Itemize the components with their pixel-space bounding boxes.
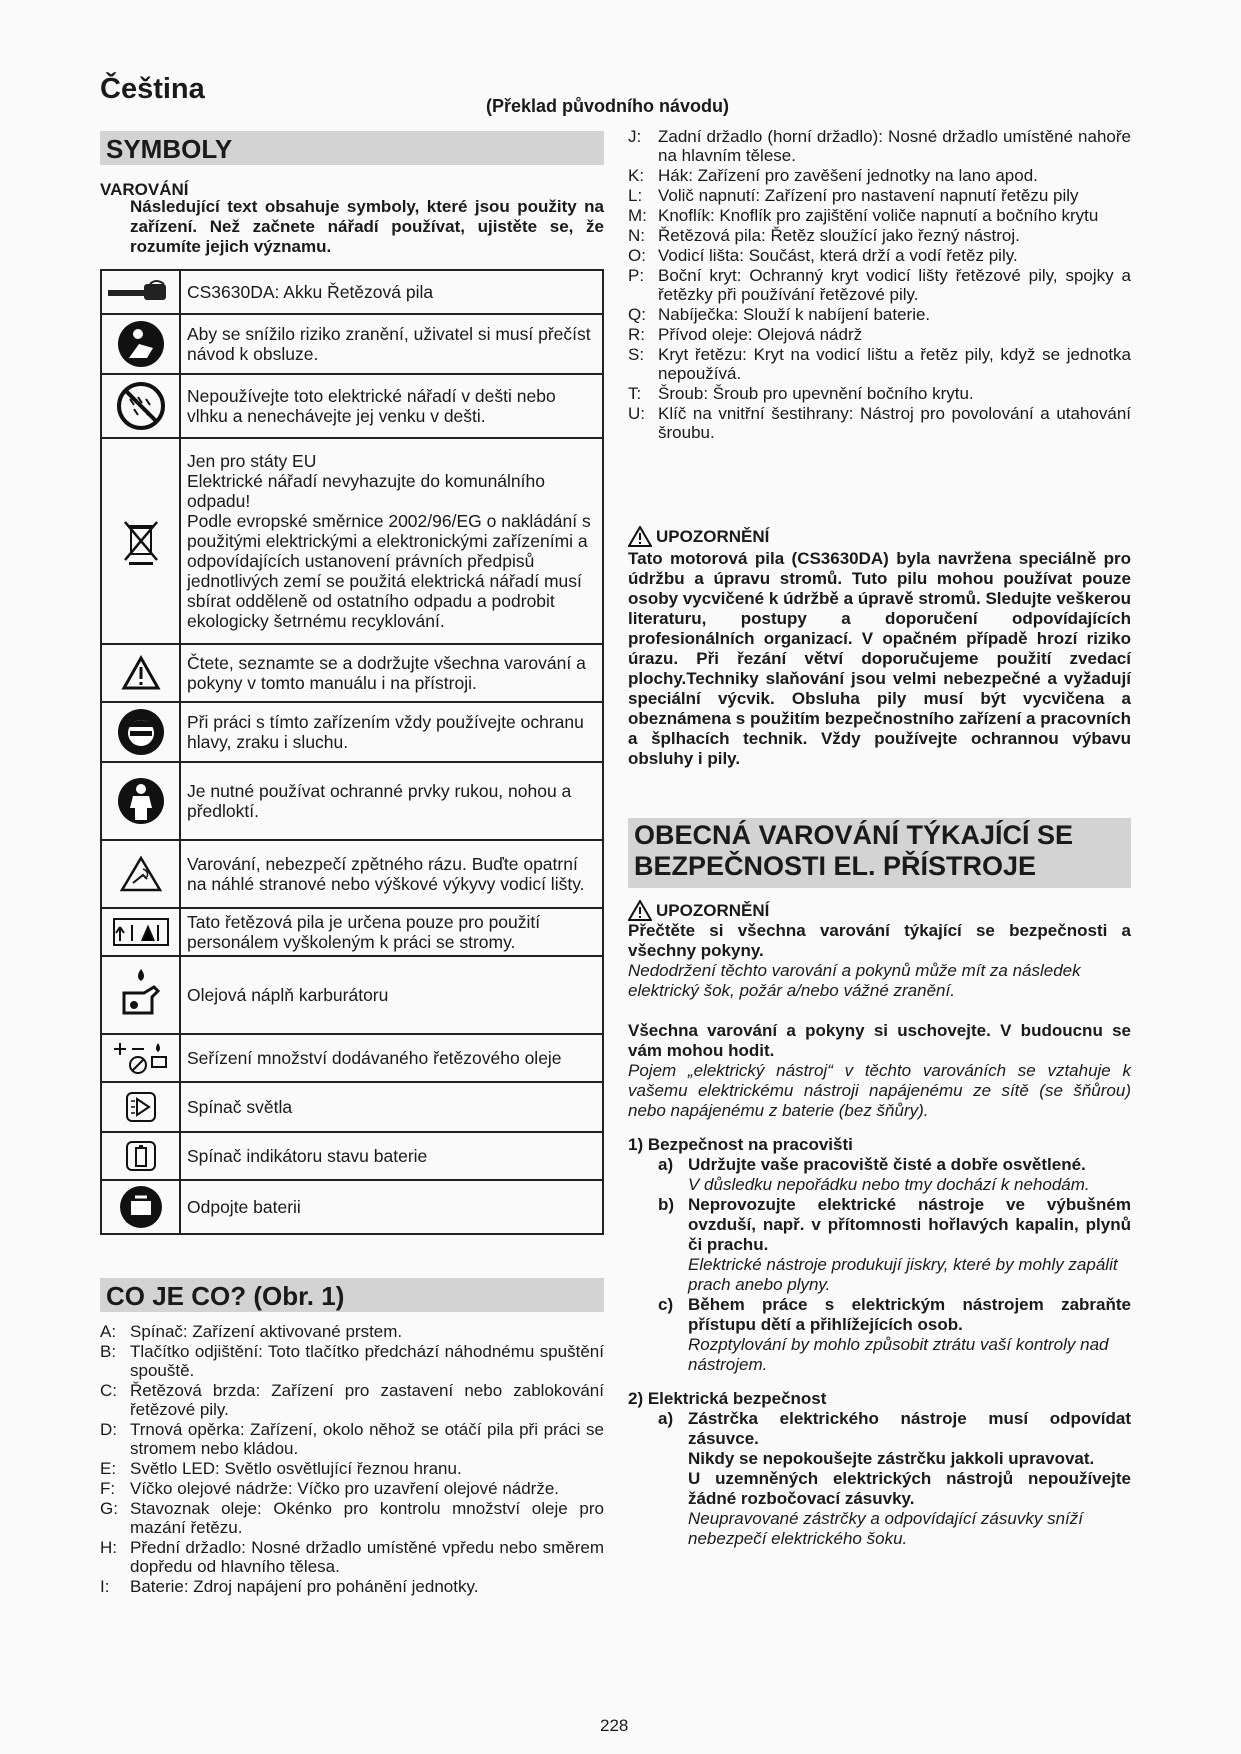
list-item: P: Boční kryt: Ochranný kryt vodicí lišty řetězové pily, spojky a řetězky při používání řetězové pily. [628, 266, 1131, 304]
list-item: L: Volič napnutí: Zařízení pro nastavení napnutí řetězu pily [628, 186, 1079, 205]
symbol-text: Seřízení množství dodávaného řetězového oleje [180, 1034, 603, 1082]
list-item: C: Řetězová brzda: Zařízení pro zastavení nebo zablokování řetězové pily. [100, 1381, 604, 1419]
weee-bin-icon [101, 438, 180, 644]
symbol-text: Nepoužívejte toto elektrické nářadí v dešti nebo vlhku a nenechávejte jej venku v dešti. [180, 374, 603, 438]
symbols-warning-text: Následující text obsahuje symboly, které jsou použity na zařízení. Než začnete nářadí používat, ujistěte se, že rozumíte jejich významu. [130, 197, 604, 256]
head-protection-icon [101, 702, 180, 762]
page-number: 228 [600, 1716, 629, 1735]
list-item: S: Kryt řetězu: Kryt na vodicí lištu a řetěz pily, když se jednotka nepoužívá. [628, 345, 1131, 383]
warn-consequence: Nedodržení těchto varování a pokynů může mít za následek elektrický šok, požár a/nebo vážné zranění. [628, 961, 1081, 1000]
list-item: R: Přívod oleje: Olejová nádrž [628, 325, 863, 344]
warning-triangle-icon [628, 526, 652, 547]
keep-warnings: Všechna varování a pokyny si uschovejte. V budoucnu se vám mohou hodit. [628, 1021, 1131, 1060]
list-item: N: Řetězová pila: Řetěz sloužící jako řezný nástroj. [628, 226, 1020, 245]
list-item: E: Světlo LED: Světlo osvětlující řeznou hranu. [100, 1459, 462, 1478]
list-item: O: Vodicí lišta: Součást, která drží a vodí řetěz pily. [628, 246, 1018, 265]
whats-what-heading: CO JE CO? (Obr. 1) [100, 1278, 604, 1312]
warning-triangle-icon [628, 900, 652, 921]
symbols-heading: SYMBOLY [100, 131, 604, 165]
protective-gear-icon [101, 762, 180, 840]
symbol-text: Při práci s tímto zařízením vždy používejte ochranu hlavy, zraku i sluchu. [180, 702, 603, 762]
light-switch-icon [101, 1082, 180, 1132]
list-item: F: Víčko olejové nádrže: Víčko pro uzavření olejové nádrže. [100, 1479, 560, 1498]
parts-list-right [628, 127, 1131, 442]
read-all-warnings: Přečtěte si všechna varování týkající se bezpečnosti a všechny pokyny. [628, 921, 1131, 960]
list-item: B: Tlačítko odjištění: Toto tlačítko předchází náhodnému spuštění spouště. [100, 1342, 604, 1380]
arborist-warning [628, 526, 1131, 769]
section-work-area: 1) Bezpečnost na pracovišti [628, 1135, 853, 1154]
general-warnings-body [628, 900, 1131, 1549]
symbol-text: Spínač světla [180, 1082, 603, 1132]
symbol-text: Je nutné používat ochranné prvky rukou, nohou a předloktí. [180, 762, 603, 840]
symbol-text: Odpojte baterii [180, 1180, 603, 1234]
battery-indicator-icon [101, 1132, 180, 1180]
disconnect-battery-icon [101, 1180, 180, 1234]
arborist-warning-text: Tato motorová pila (CS3630DA) byla navržena speciálně pro údržbu a úpravu stromů. Tuto pilu mohou používat pouze osoby vycvičené k údržbě a úpravě stromů. Sledujte veškerou literaturu, postupy a doporučení odpovídajících profesionálních organizací. V opačném případě hrozí riziko úrazu. Při řezání větví doporučujeme použití zvedací plochy.Techniky slaňování jsou velmi nebezpečné a vyžadují speciální výcvik. Obsluha pily musí být vycvičena a obeznámena s použitím bezpečnostního zařízení a pracovních a šplhacích technik. Vždy používejte ochrannou výbavu obsluhy i pily. [628, 549, 1131, 768]
parts-list-left [100, 1322, 604, 1597]
right-column [628, 127, 1131, 443]
symbols-table [100, 269, 604, 1235]
list-item: Q: Nabíječka: Slouží k nabíjení baterie. [628, 305, 931, 324]
list-item: a) Zástrčka elektrického nástroje musí odpovídat zásuvce. Nikdy se nepokoušejte zástrčku jakkoli upravovat. U uzemněných elektrických nástrojů nepoužívejte žádné rozbočovací zásuvky. Neupravované zástrčky a odpovídající zásuvky sníží nebezpečí elektrického šoku. [658, 1409, 1131, 1548]
kickback-warning-icon [101, 840, 180, 908]
list-item: b) Neprovozujte elektrické nástroje ve výbušném ovzduší, např. v přítomnosti hořlavých kapalin, plynů či prachu. Elektrické nástroje produkují jiskry, které by mohly zapálit prach anebo plyny. [658, 1195, 1131, 1294]
tree-worker-icon [101, 908, 180, 956]
list-item: A: Spínač: Zařízení aktivované prstem. [100, 1322, 403, 1341]
list-item: c) Během práce s elektrickým nástrojem zabraňte přístupu dětí a přihlížejících osob. Rozptylování by mohlo způsobit ztrátu vaší kontroly nad nástrojem. [658, 1295, 1131, 1374]
warning-label: UPOZORNĚNÍ [628, 900, 1131, 921]
symbol-text: Čtete, seznamte se a dodržujte všechna varování a pokyny v tomto manuálu i na přístroji. [180, 644, 603, 702]
no-rain-icon [101, 374, 180, 438]
symbols-warning-label: VAROVÁNÍ [100, 180, 189, 199]
list-item: a) Udržujte vaše pracoviště čisté a dobře osvětlené. V důsledku nepořádku nebo tmy dochází k nehodám. [658, 1155, 1090, 1194]
symbol-text: Spínač indikátoru stavu baterie [180, 1132, 603, 1180]
list-item: M: Knoflík: Knoflík pro zajištění voliče napnutí a bočního krytu [628, 206, 1099, 225]
list-item: T: Šroub: Šroub pro upevnění bočního krytu. [628, 384, 974, 403]
list-item: U: Klíč na vnitřní šestihrany: Nástroj pro povolování a utahování šroubu. [628, 404, 1131, 442]
warning-triangle-icon [101, 644, 180, 702]
translation-subtitle: (Překlad původního návodu) [486, 96, 730, 116]
symbol-text: Olejová náplň karburátoru [180, 956, 603, 1034]
power-tool-definition: Pojem „elektrický nástroj“ v těchto varováních se vztahuje k vašemu elektrickému nástroji napájenému ze sítě (se šňůrou) nebo napájenému z baterie (bez šňůry). [628, 1061, 1131, 1120]
list-item: D: Trnová opěrka: Zařízení, okolo něhož se otáčí pila při práci se stromem nebo kládou. [100, 1420, 604, 1458]
chainsaw-icon [101, 270, 180, 314]
symbol-text: Jen pro státy EU Elektrické nářadí nevyhazujte do komunálního odpadu! Podle evropské směrnice 2002/96/EG o nakládání s použitými elektrickými a elektronickými zařízeními a odpovídajících ustanovení právních předpisů jednotlivých zemí se použitá elektrická nářadí musí sbírat odděleně od ostatního odpadu a podrobit ekologicky šetrnému recyklování. [180, 438, 603, 644]
symbol-text: Tato řetězová pila je určena pouze pro použití personálem vyškoleným k práci se stromy. [180, 908, 603, 956]
symbol-text: Varování, nebezpečí zpětného rázu. Buďte opatrní na náhlé stranové nebo výškové výkyvy vodicí lišty. [180, 840, 603, 908]
list-item: I: Baterie: Zdroj napájení pro pohánění jednotky. [100, 1577, 479, 1596]
warning-label: UPOZORNĚNÍ [628, 526, 1131, 547]
oil-fill-icon [101, 956, 180, 1034]
list-item: J: Zadní držadlo (horní držadlo): Nosné držadlo umístěné nahoře na hlavním tělese. [628, 127, 1131, 165]
read-manual-icon [101, 314, 180, 374]
section-electrical-safety: 2) Elektrická bezpečnost [628, 1389, 827, 1408]
oil-flow-icon [101, 1034, 180, 1082]
list-item: H: Přední držadlo: Nosné držadlo umístěné vpředu nebo směrem dopředu od hlavního tělesa. [100, 1538, 604, 1576]
list-item: K: Hák: Zařízení pro zavěšení jednotky na lano apod. [628, 166, 1038, 185]
symbol-text: Aby se snížilo riziko zranění, uživatel si musí přečíst návod k obsluze. [180, 314, 603, 374]
list-item: G: Stavoznak oleje: Okénko pro kontrolu množství oleje pro mazání řetězu. [100, 1499, 604, 1537]
language-heading: Čeština [100, 73, 205, 105]
general-warnings-heading: OBECNÁ VAROVÁNÍ TÝKAJÍCÍ SE BEZPEČNOSTI EL. PŘÍSTROJE [628, 818, 1131, 888]
symbol-text: CS3630DA: Akku Řetězová pila [180, 270, 603, 314]
